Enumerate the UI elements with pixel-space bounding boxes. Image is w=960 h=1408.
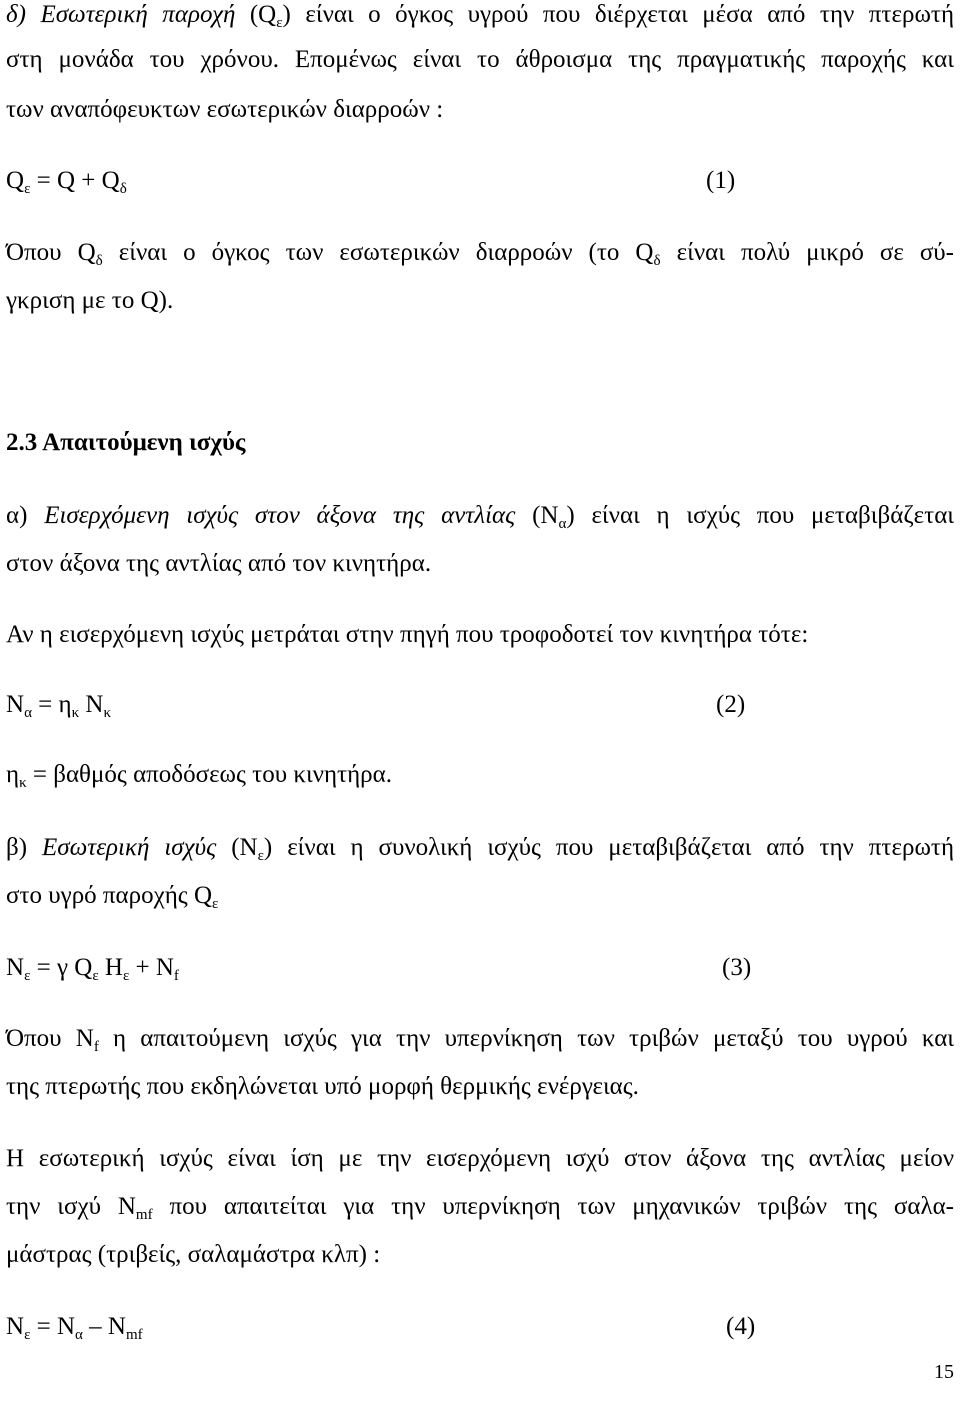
defined-term: Εσωτερική ισχύς	[42, 834, 217, 861]
paragraph-line: στη μονάδα του χρόνου. Επομένως είναι το άθροισμα της πραγματικής παροχής και	[6, 46, 954, 73]
equation-3: $N_\varepsilon = \gamma$ $Q_\varepsilon$ $H_\varepsilon + N_f$ (3)	[6, 954, 752, 984]
symbol-text: $(Q_\varepsilon)$	[249, 1, 291, 31]
paragraph-line: $\eta_\kappa = \beta\alpha\theta\mu ό\varsigma$ αποδόσεως του κινητήρα.	[6, 761, 392, 791]
body-text: είναι ο όγκος υγρού που διέρχεται μέσα από την πτερωτή	[305, 1, 955, 28]
body-text: είναι η συνολική ισχύς που μεταβιβάζεται από την πτερωτή	[287, 834, 955, 861]
paragraph-line: των αναπόφευκτων εσωτερικών διαρροών :	[6, 96, 444, 123]
paragraph-line	[6, 501, 954, 531]
symbol-text: $(N_\alpha)$	[532, 502, 575, 532]
paragraph-line: Όπου $N_f$ η απαιτούμενη ισχύς για την υπερνίκηση των τριβών μεταξύ του υγρού και	[6, 1025, 955, 1055]
equation-number: (3)	[722, 954, 752, 981]
paragraph-line: μάστρας (τριβείς, σαλαμάστρα κλπ) :	[6, 1241, 381, 1268]
paragraph-line: στον άξονα της αντλίας από τον κινητήρα.	[6, 550, 432, 577]
symbol-text: $(N_\varepsilon)$	[231, 834, 273, 864]
equation-2: $N_\alpha = \eta_\kappa$ $N_\kappa$ (2)	[6, 691, 746, 721]
equation-number: (2)	[716, 691, 746, 718]
equation-4: $N_\varepsilon = N_\alpha - N_{mf}$ (4)	[6, 1313, 756, 1343]
page-number: 15	[934, 1361, 954, 1383]
item-marker: β)	[6, 834, 28, 861]
paragraph-line	[6, 833, 954, 863]
paragraph-line: Η εσωτερική ισχύς είναι ίση με την εισερχόμενη ισχύ στον άξονα της αντλίας μείον	[6, 1145, 954, 1172]
defined-term: Εσωτερική παροχή	[40, 1, 236, 28]
equation-1: $Q_\varepsilon = Q + Q_\delta$ (1)	[6, 167, 736, 197]
paragraph-line: την ισχύ $N_{mf}$ που απαιτείται για την υπερνίκηση των μηχανικών τριβών της σαλα-	[6, 1193, 954, 1223]
equation-number: (4)	[726, 1313, 756, 1340]
paragraph-line: της πτερωτής που εκδηλώνεται υπό μορφή θερμικής ενέργειας.	[6, 1073, 639, 1100]
item-marker: δ)	[6, 1, 26, 28]
equation-number: (1)	[706, 167, 736, 194]
paragraph-line: γκριση με το Q).	[6, 287, 174, 314]
defined-term: Εισερχόμενη ισχύς στον άξονα της αντλίας	[44, 502, 516, 529]
paragraph-line: στο υγρό παροχής $Q_\varepsilon$	[6, 882, 219, 912]
section-heading: 2.3 Απαιτούμενη ισχύς	[6, 429, 246, 456]
item-marker: α)	[6, 502, 28, 529]
paragraph-line: Όπου $Q_\delta$ είναι ο όγκος των εσωτερικών διαρροών (το $Q_\delta$ είναι πολύ μικρό σε σύ-	[6, 239, 955, 269]
paragraph-line: Αν η εισερχόμενη ισχύς μετράται στην πηγή που τροφοδοτεί τον κινητήρα τότε:	[6, 621, 809, 648]
paragraph-line	[6, 0, 954, 30]
body-text: είναι η ισχύς που μεταβιβάζεται	[591, 502, 955, 529]
